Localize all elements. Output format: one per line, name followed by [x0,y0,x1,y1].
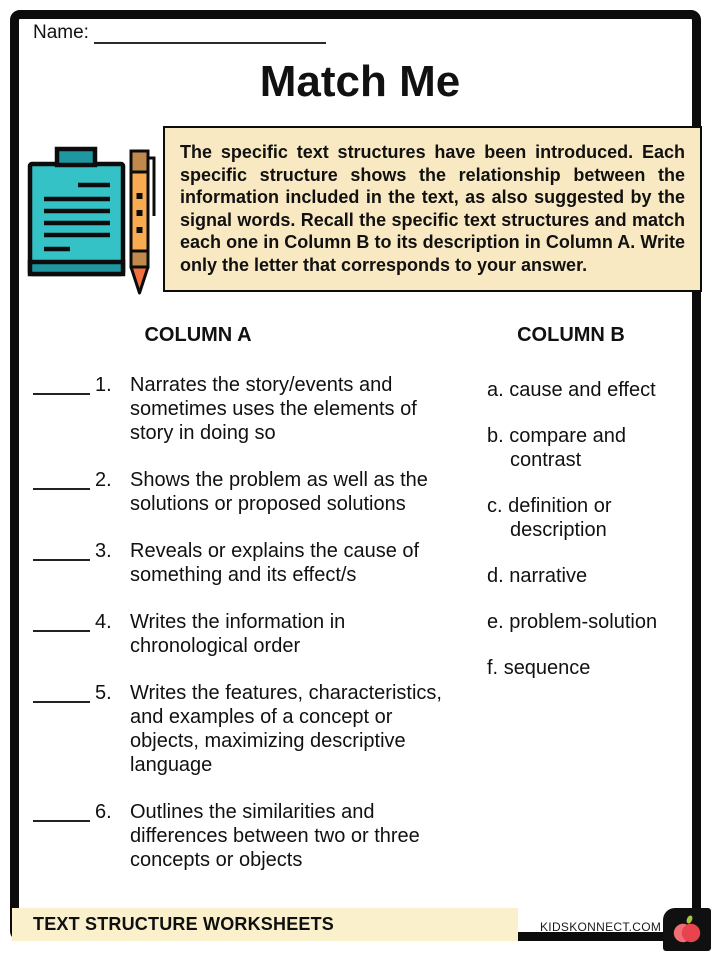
answer-blank[interactable] [33,610,90,632]
item-number: 5. [95,682,112,704]
option-text: problem-solution [509,611,658,633]
answer-blank[interactable] [33,373,90,395]
item-text: Outlines the similarities and differences between two or three concepts or objects [130,801,420,871]
page-title: Match Me [259,57,461,106]
option-f [487,656,669,680]
match-item-4 [33,610,463,658]
item-text: Writes the information in chronological order [130,611,346,657]
option-text: compare and contrast [509,425,626,471]
name-blank-line[interactable] [94,22,326,44]
option-b [487,424,669,472]
apple-logo-icon [672,914,702,946]
column-a-list [33,373,463,895]
match-item-5 [33,681,463,777]
match-item-2 [33,468,463,516]
answer-blank[interactable] [33,800,90,822]
answer-blank[interactable] [33,539,90,561]
match-item-6 [33,800,463,872]
option-letter: c. [487,495,503,517]
option-e [487,610,669,634]
item-text: Reveals or explains the cause of something and its effect/s [130,540,420,586]
option-letter: f. [487,657,499,679]
option-letter: b. [487,425,504,447]
match-item-1 [33,373,463,445]
option-text: narrative [509,565,588,587]
item-number: 4. [95,611,112,633]
option-text: cause and effect [509,379,656,401]
column-a-header: COLUMN A [144,324,252,346]
option-c [487,494,669,542]
option-text: definition or description [508,495,612,541]
item-number: 2. [95,469,112,491]
name-row [33,22,326,44]
name-label: Name: [33,22,89,43]
option-letter: a. [487,379,504,401]
option-letter: e. [487,611,504,633]
column-b-list [487,378,669,702]
item-number: 6. [95,801,112,823]
option-d [487,564,669,588]
item-text: Writes the features, characteristics, and examples of a concept or objects, maximizing descriptive language [130,682,442,776]
item-number: 3. [95,540,112,562]
match-item-3 [33,539,463,587]
item-text: Shows the problem as well as the solutions or proposed solutions [130,469,428,515]
site-name: KIDSKONNECT.COM [540,920,662,934]
footer-series-bar [12,908,518,941]
instructions-box: The specific text structures have been introduced. Each specific structure shows the relationship between the information included in the text, as also suggested by the signal words. Recall the specific text structures and match each one in Column B to its description in Column A. Write only the letter that corresponds to your answer. [163,126,702,292]
answer-blank[interactable] [33,681,90,703]
option-letter: d. [487,565,504,587]
answer-blank[interactable] [33,468,90,490]
option-a [487,378,669,402]
brand-badge [663,908,711,951]
item-number: 1. [95,374,112,396]
series-title: TEXT STRUCTURE WORKSHEETS [33,914,335,934]
item-text: Narrates the story/events and sometimes uses the elements of story in doing so [130,374,417,444]
option-text: sequence [503,657,591,679]
column-b-header: COLUMN B [517,324,625,346]
clipboard-pencil-icon [26,140,158,298]
